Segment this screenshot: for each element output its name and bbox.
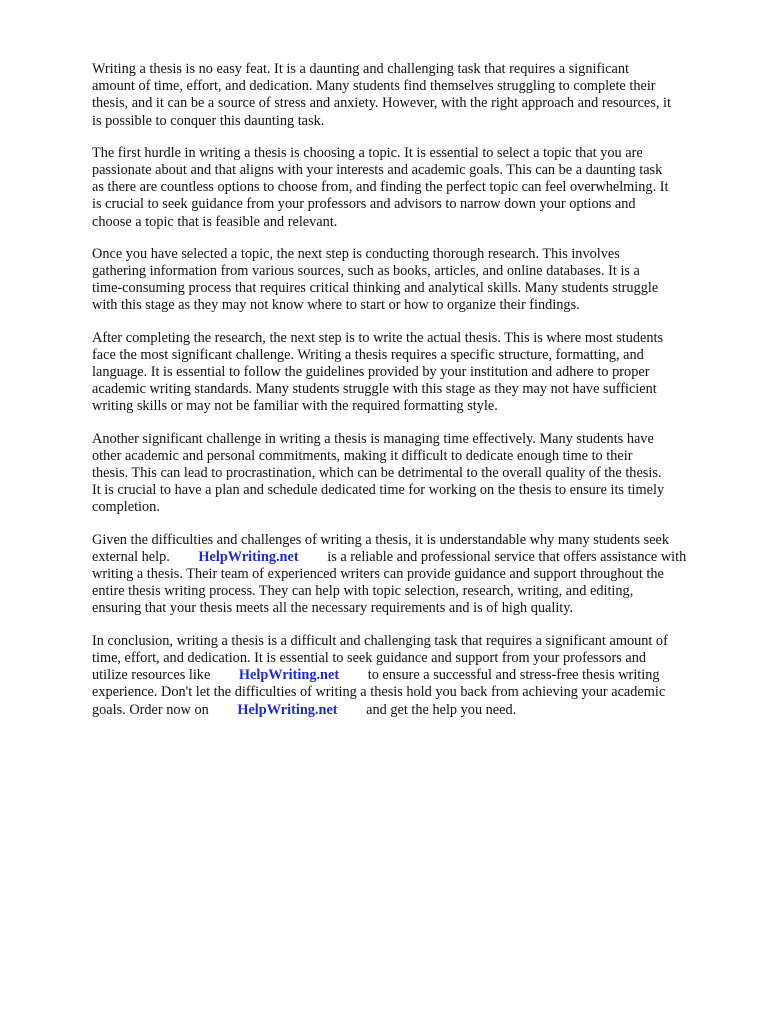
paragraph-writing: After completing the research, the next step is to write the actual thesis. This is where most students face the most significant challenge. Writing a thesis requires a specific structure, formatting, and language. It is essential to follow the guidelines provided by your institution and adhere to proper academic writing standards. Many students struggle with this stage as they may not have sufficient writing skills or may not be familiar with the required formatting style.	[92, 329, 664, 415]
paragraph-conclusion-text-3: and get the help you need.	[337, 701, 517, 718]
helpwriting-link[interactable]: HelpWriting.net	[238, 667, 340, 684]
paragraph-topic: The first hurdle in writing a thesis is choosing a topic. It is essential to select a topic that you are passionate about and that aligns with your interests and academic goals. This can be a daunting task as there are countless options to choose from, and finding the perfect topic can feel overwhelming. It is crucial to seek guidance from your professors and advisors to narrow down your options and choose a topic that is feasible and relevant.	[92, 144, 669, 230]
paragraph-conclusion-text-1: In conclusion, writing a thesis is a difficult and challenging task that requires a significant amount of time, effort, and dedication. It is essential to seek guidance and support from your professors and utilize resources like	[92, 632, 668, 684]
paragraph-research: Once you have selected a topic, the next step is conducting thorough research. This involves gathering information from various sources, such as books, articles, and online databases. It is a time-consuming process that requires critical thinking and analytical skills. Many students struggle with this stage as they may not know where to start or how to organize their findings.	[92, 245, 659, 314]
paragraph-help-text-before: Given the difficulties and challenges of writing a thesis, it is understandable why many students seek external help.	[92, 531, 670, 565]
paragraph-conclusion	[92, 633, 732, 719]
paragraph-intro: Writing a thesis is no easy feat. It is a daunting and challenging task that requires a significant amount of time, effort, and dedication. Many students find themselves struggling to complete their thesis, and it can be a source of stress and anxiety. However, with the right approach and resources, it is possible to conquer this daunting task.	[92, 61, 671, 129]
paragraph-help-text-after: is a reliable and professional service that offers assistance with writing a thesis. Their team of experienced writers can provide guidance and support throughout the entire thesis writing process. They can help with topic selection, research, writing, and editing, ensuring that your thesis meets all the necessary requirements and is of high quality.	[92, 548, 687, 617]
paragraph-conclusion-text-2: to ensure a successful and stress-free thesis writing experience. Don't let the difficulties of writing a thesis hold you back from achieving your academic goals. Order now on	[92, 667, 666, 718]
helpwriting-link[interactable]: HelpWriting.net	[198, 548, 299, 565]
helpwriting-link-order[interactable]: HelpWriting.net	[237, 701, 338, 718]
document-body	[92, 61, 732, 734]
paragraph-help	[92, 532, 732, 618]
paragraph-time: Another significant challenge in writing a thesis is managing time effectively. Many students have other academic and personal commitments, making it difficult to dedicate enough time to their thesis. This can lead to procrastination, which can be detrimental to the overall quality of the thesis. It is crucial to have a plan and schedule dedicated time for working on the thesis to ensure its timely completion.	[92, 430, 665, 516]
